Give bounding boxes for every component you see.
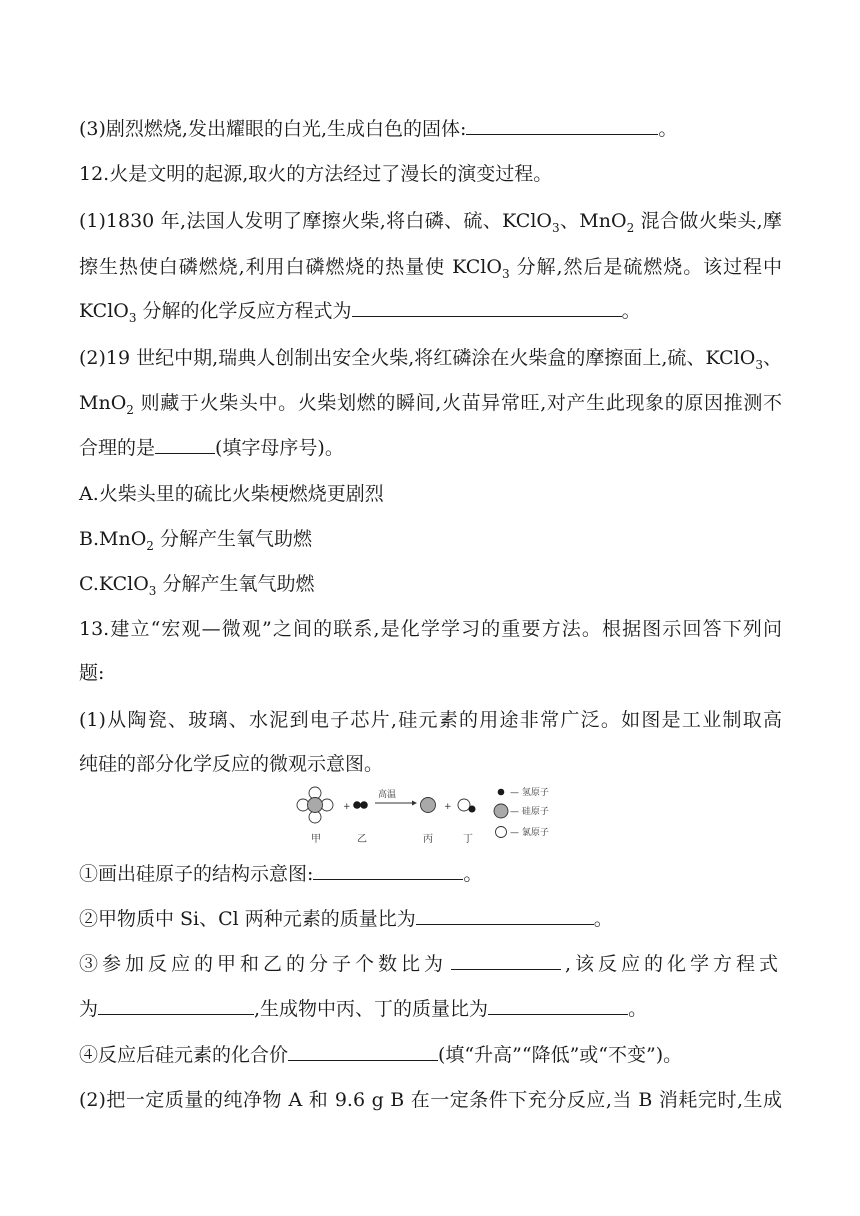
q13-title-line1: 13.建立“宏观—微观”之间的联系,是化学学习的重要方法。根据图示回答下列问 xyxy=(79,618,782,640)
legend-silicon: — 硅原子 xyxy=(510,807,549,817)
answer-blank[interactable] xyxy=(288,1042,438,1061)
q13-p1-line2: 纯硅的部分化学反应的微观示意图。 xyxy=(79,753,384,775)
legend-silicon-icon xyxy=(494,804,508,818)
arrow-head-icon xyxy=(412,801,417,806)
answer-blank[interactable] xyxy=(466,116,658,135)
answer-blank[interactable] xyxy=(155,435,215,454)
q13-p2-line1: (2)把一定质量的纯净物 A 和 9.6 g B 在一定条件下充分反应,当 B 消耗完时,生成 xyxy=(79,1089,782,1111)
answer-blank[interactable] xyxy=(488,996,628,1015)
q13-p1-line1: (1)从陶瓷、玻璃、水泥到电子芯片,硅元素的用途非常广泛。如图是工业制取高 xyxy=(79,709,782,731)
q12-p1-line2: 擦生热使白磷燃烧,利用白磷燃烧的热量使 KClO$_3$ 分解,然后是硫燃烧。该过程中 xyxy=(79,256,782,281)
reaction-condition: 高温 xyxy=(378,790,397,800)
answer-blank[interactable] xyxy=(451,951,561,970)
q13-title-line2: 题: xyxy=(79,662,105,684)
q13-s3-line1: ③参加反应的甲和乙的分子个数比为 ,该反应的化学方程式 xyxy=(79,953,782,975)
q13-s2: ②甲物质中 Si、Cl 两种元素的质量比为 。 xyxy=(79,908,613,930)
plus-sign: + xyxy=(343,802,351,812)
q12-p2-line1: (2)19 世纪中期,瑞典人创制出安全火柴,将红磷涂在火柴盒的摩擦面上,硫、KClO$_3$、 xyxy=(79,347,782,372)
q12-p2-line2: MnO$_2$ 则藏于火柴头中。火柴划燃的瞬间,火苗异常旺,对产生此现象的原因推测不 xyxy=(79,392,782,417)
q11-sub3-line: (3)剧烈燃烧,发出耀眼的白光,生成白色的固体: 。 xyxy=(79,118,678,140)
q12-option-a: A.火柴头里的硫比火柴梗燃烧更剧烈 xyxy=(79,483,384,505)
legend-chlorine: — 氯原子 xyxy=(510,828,549,838)
q13-s4: ④反应后硅元素的化合价 (填“升高”“降低”或“不变”)。 xyxy=(79,1044,683,1066)
molecule-yi xyxy=(353,801,368,809)
answer-blank[interactable] xyxy=(352,298,622,317)
label-jia: 甲 xyxy=(311,834,321,845)
legend-chlorine-icon xyxy=(496,827,507,838)
q12-option-b: B.MnO$_2$ 分解产生氧气助燃 xyxy=(79,528,312,553)
answer-blank[interactable] xyxy=(416,906,594,925)
answer-blank[interactable] xyxy=(313,861,463,880)
legend-hydrogen-icon xyxy=(498,789,505,796)
q12-p1-line3: KClO$_3$ 分解的化学反应方程式为 。 xyxy=(79,300,641,325)
q12-p1-line1: (1)1830 年,法国人发明了摩擦火柴,将白磷、硫、KClO$_3$、MnO$_2$ 混合做火柴头,摩 xyxy=(79,210,782,235)
label-bing: 丙 xyxy=(423,834,433,845)
q13-s1: ①画出硅原子的结构示意图: 。 xyxy=(79,863,483,885)
label-yi: 乙 xyxy=(357,834,367,845)
label-ding: 丁 xyxy=(463,834,473,845)
legend xyxy=(494,786,549,838)
reaction-micro-diagram xyxy=(290,781,580,847)
molecule-ding xyxy=(458,799,476,813)
q12-title: 12.火是文明的起源,取火的方法经过了漫长的演变过程。 xyxy=(79,163,553,185)
q12-p2-line3: 合理的是 (填字母序号)。 xyxy=(79,437,344,459)
plus-sign: + xyxy=(444,802,452,812)
answer-blank[interactable] xyxy=(98,996,254,1015)
molecule-bing xyxy=(421,798,436,813)
q12-option-c: C.KClO$_3$ 分解产生氧气助燃 xyxy=(79,573,315,598)
molecule-jia xyxy=(297,787,333,823)
legend-hydrogen: — 氢原子 xyxy=(510,788,549,798)
q13-s3-line2: 为 ,生成物中丙、丁的质量比为 。 xyxy=(79,998,648,1020)
